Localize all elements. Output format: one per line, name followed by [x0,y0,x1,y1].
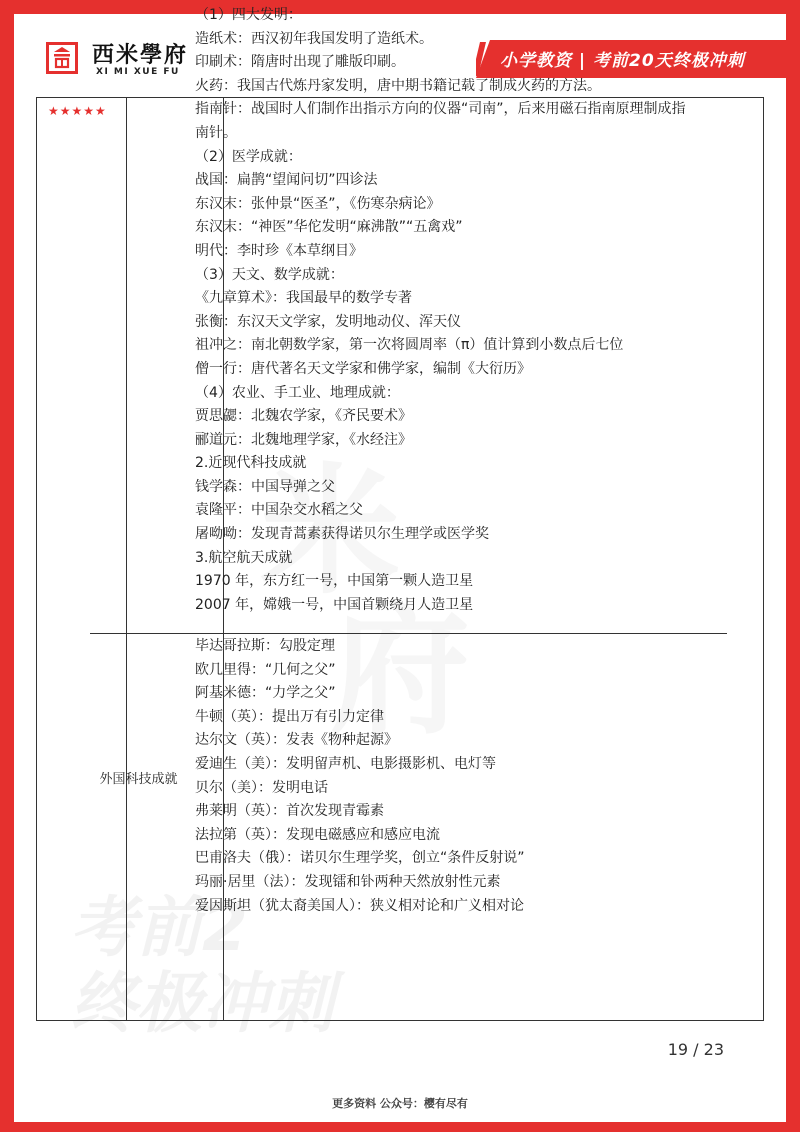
content-line: 达尔文（英）：发表《物种起源》 [195,732,398,749]
content-line: 巴甫洛夫（俄）：诺贝尔生理学奖，创立“条件反射说” [195,850,525,867]
content-line: 郦道元：北魏地理学家，《水经注》 [195,431,412,448]
content-line: （3）天文、数学成就： [195,266,344,283]
content-line: 贝尔（美）：发明电话 [195,779,328,796]
page-frame-left [0,0,14,1132]
content-line: 2007 年，嫦娥一号，中国首颗绕月人造卫星 [195,596,474,613]
category-foreign-tech: 外国科技成就 [99,772,178,787]
content-line: 造纸术：西汉初年我国发明了造纸术。 [195,30,433,47]
content-line: 欧几里得：“几何之父” [195,661,336,678]
content-line: 毕达哥拉斯：勾股定理 [195,638,335,654]
content-line: 阿基米德：“力学之父” [195,685,336,702]
content-line: 明代：李时珍《本草纲目》 [195,242,363,259]
content-line: 指南针：战国时人们制作出指示方向的仪器“司南”，后来用磁石指南原理制成指 [195,101,686,118]
logo-title: 西米學府 [92,42,189,68]
content-line: 爱迪生（美）：发明留声机、电影摄影机、电灯等 [195,755,496,772]
importance-column [37,98,127,1020]
page-number: 19 / 23 [667,1040,724,1059]
content-line: 袁隆平：中国杂交水稻之父 [195,502,363,519]
content-line: 3.航空航天成就 [195,549,293,566]
content-line: 弗莱明（英）：首次发现青霉素 [195,803,384,820]
content-line: 东汉末：“神医”华佗发明“麻沸散”“五禽戏” [195,219,463,236]
page-frame-bottom [0,1122,800,1132]
importance-stars: ★★★★★ [48,104,107,118]
content-line: 战国：扁鹊“望闻问切”四诊法 [195,172,378,189]
content-line: 南针。 [195,124,237,141]
logo-subtitle: XI MI XUE FU [96,67,180,77]
content-line: 张衡：东汉天文学家，发明地动仪、浑天仪 [195,313,461,330]
content-line: 2.近现代科技成就 [195,455,307,472]
content-line: 东汉末：张仲景“医圣”，《伤寒杂病论》 [195,195,441,212]
content-line: 《九章算术》：我国最早的数学专著 [195,290,412,307]
content-line: 玛丽·居里（法）：发现镭和钋两种天然放射性元素 [195,873,501,890]
content-line: 贾思勰：北魏农学家，《齐民要术》 [195,408,412,425]
page-frame-right [786,0,800,1132]
chinese-tech-content [195,4,686,617]
content-line: 屠呦呦：发现青蒿素获得诺贝尔生理学或医学奖 [195,526,489,543]
content-line: 祖冲之：南北朝数学家，第一次将圆周率（π）值计算到小数点后七位 [195,337,624,354]
content-line: 法拉第（英）：发现电磁感应和感应电流 [195,826,440,843]
content-line: 僧一行：唐代著名天文学家和佛学家，编制《大衍历》 [195,360,531,377]
content-line: 钱学森：中国导弹之父 [195,478,335,495]
content-line: 火药：我国古代炼丹家发明，唐中期书籍记载了制成火药的方法。 [195,77,601,94]
content-line: （4）农业、手工业、地理成就： [195,384,400,401]
content-line: 印刷术：隋唐时出现了雕版印刷。 [195,54,405,71]
content-line: （1）四大发明： [195,7,302,23]
foreign-tech-content [195,635,525,918]
banner-title: 小学教资 | 考前20天终极冲刺 [500,51,745,71]
watermark-slogan: 考前2 终极冲刺 [70,889,334,1042]
content-line: 1970 年，东方红一号，中国第一颗人造卫星 [195,573,474,590]
footer-note: 更多资料 公众号：樱有尽有 [332,1097,468,1110]
content-line: （2）医学成就： [195,148,302,165]
row-divider [90,633,727,634]
logo-icon [42,38,82,78]
content-line: 爱因斯坦（犹太裔美国人）：狭义相对论和广义相对论 [195,897,524,914]
content-line: 牛顿（英）：提出万有引力定律 [195,708,384,725]
